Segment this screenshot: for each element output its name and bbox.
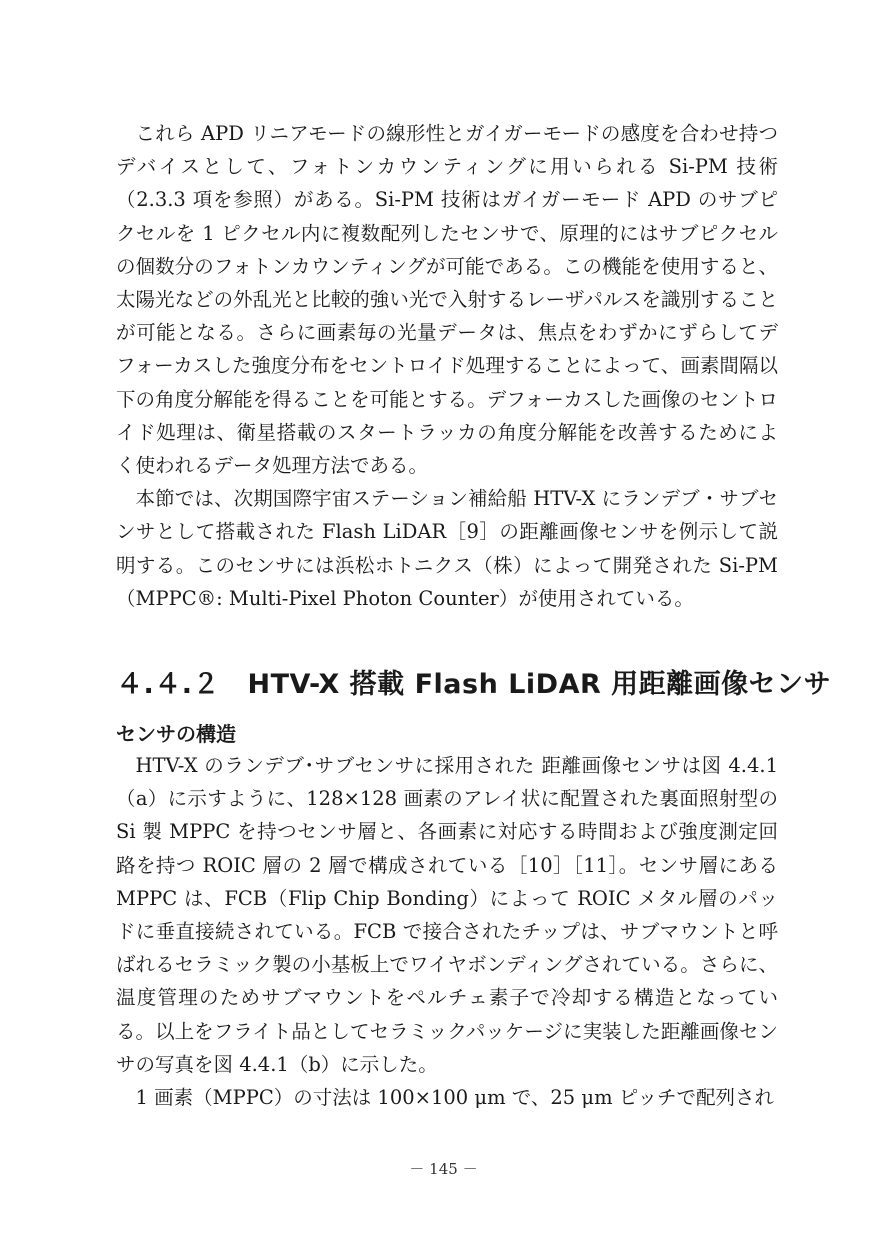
sensor-structure-text-block — [116, 749, 778, 1114]
intro-text-block — [116, 117, 778, 615]
paragraph-htv-x-intro: 本節では、次期国際宇宙ステーション補給船 HTV-X にランデブ・サブセンサとして搭載された Flash LiDAR［9］の距離画像センサを例示して説明する。このセンサには浜松ホトニクス（株）によって開発された Si-PM（MPPC®: Multi-Pixel Photon Counter）が使用されている。 — [116, 487, 778, 610]
paragraph-pixel-dimensions: 1 画素（MPPC）の寸法は 100×100 μm で、25 μm ピッチで配列され — [135, 1086, 774, 1110]
subheading-sensor-structure: センサの構造 — [116, 722, 236, 746]
section-heading: ４.４.２ HTV-X 搭載 Flash LiDAR 用距離画像センサ — [116, 669, 832, 700]
paragraph-sensor-structure: HTV-X のランデブ･サブセンサに採用された 距離画像センサは図 4.4.1（a）に示すように、128×128 画素のアレイ状に配置された裏面照射型の Si 製 MPPC を持つセンサ層と、各画素に対応する時間および強度測定回路を持つ ROIC 層の 2 層で構成されている［10］［11］。センサ層にある MPPC は、FCB（Flip Chip Bonding）によって ROIC メタル層のパッドに垂直接続されている。FCB で接合されたチップは、サブマウントと呼ばれるセラミック製の小基板上でワイヤボンディングされている。さらに、温度管理のためサブマウントをペルチェ素子で冷却する構造となっている。以上をフライト品としてセラミックパッケージに実装した距離画像センサの写真を図 4.4.1（b）に示した。 — [116, 754, 778, 1076]
paragraph-si-pm-overview: これら APD リニアモードの線形性とガイガーモードの感度を合わせ持つデバイスとして、フォトンカウンティングに用いられる Si-PM 技術（2.3.3 項を参照）がある。Si-PM 技術はガイガーモード APD のサブピクセルを 1 ピクセル内に複数配列したセンサで、原理的にはサブピクセルの個数分のフォトンカウンティングが可能である。この機能を使用すると、太陽光などの外乱光と比較的強い光で入射するレーザパルスを識別することが可能となる。さらに画素毎の光量データは、焦点をわずかにずらしてデフォーカスした強度分布をセントロイド処理することによって、画素間隔以下の角度分解能を得ることを可能とする。デフォーカスした画像のセントロイド処理は、衛星搭載のスタートラッカの角度分解能を改善するためによく使われるデータ処理方法である。 — [116, 122, 778, 478]
page-number: － 145 － — [409, 1160, 478, 1178]
